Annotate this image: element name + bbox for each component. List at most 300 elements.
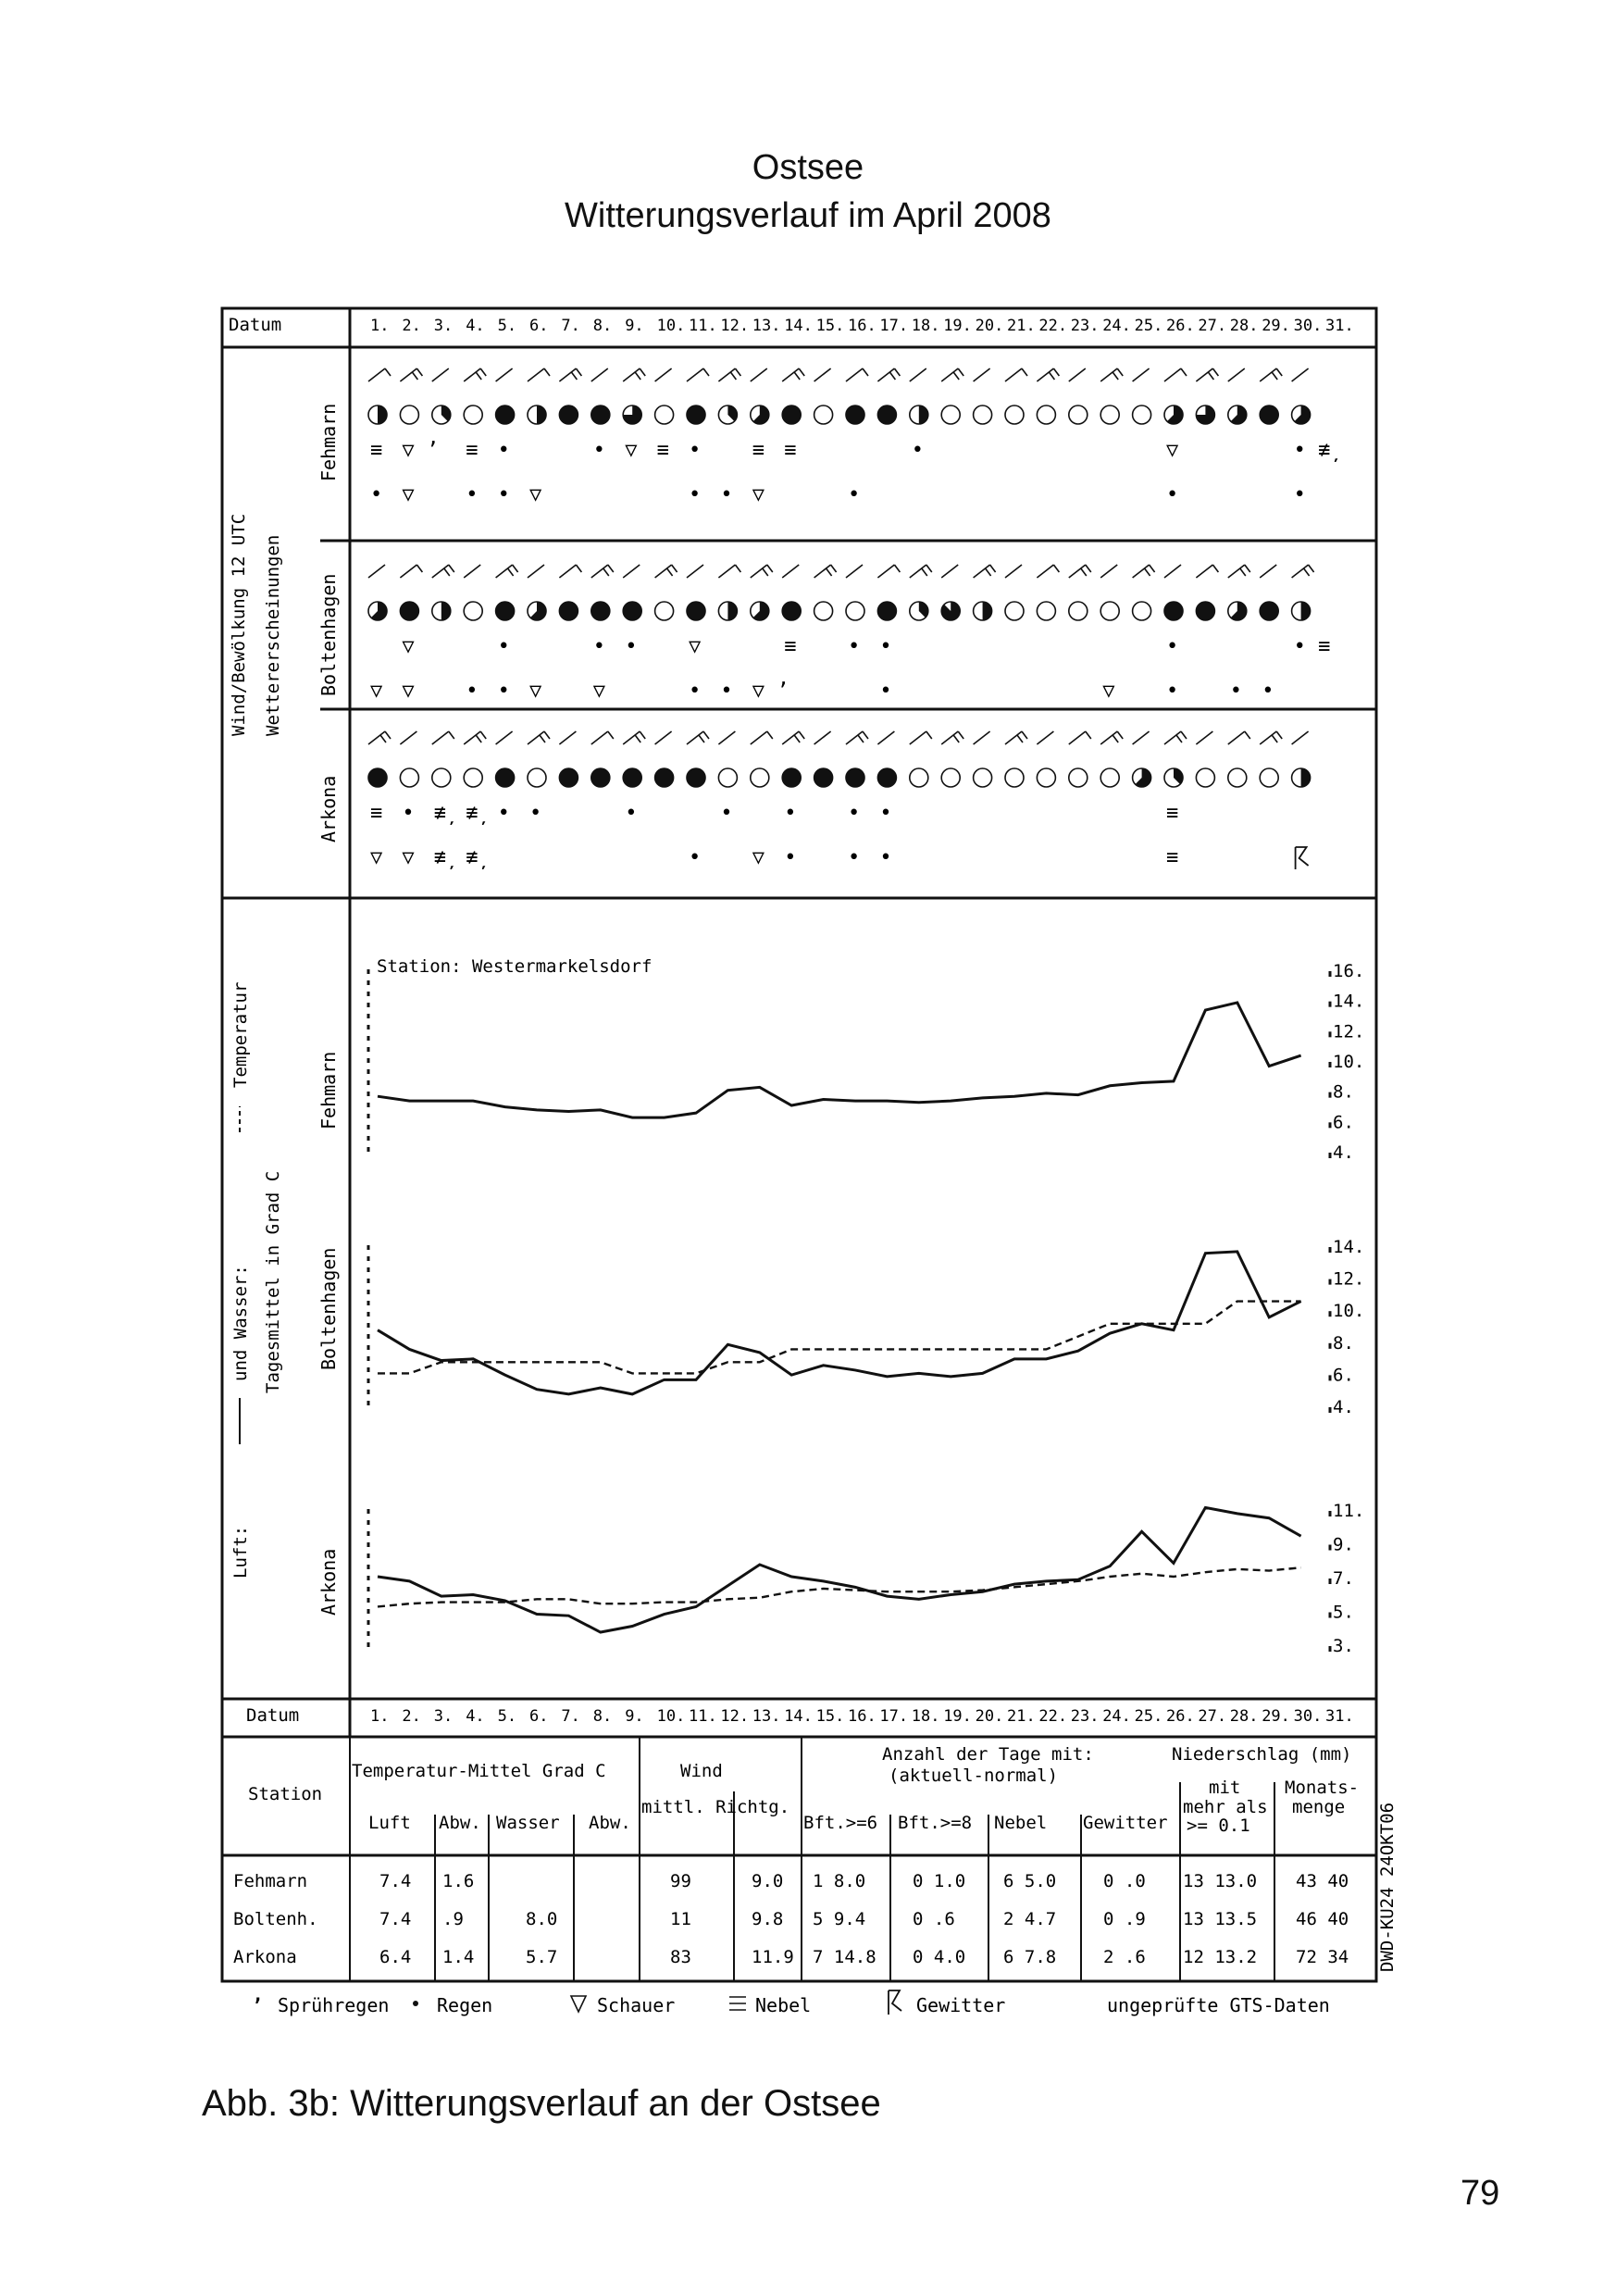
cloud-cover-icon: [941, 768, 960, 787]
date-label: 25.: [1134, 1707, 1163, 1726]
cloud-cover-icon: [1069, 602, 1088, 620]
date-label: 8.: [592, 1707, 613, 1726]
y-tick-label: 14.: [1333, 1237, 1365, 1257]
weather-symbol: •: [1166, 483, 1179, 506]
cloud-cover-icon: [1037, 602, 1055, 620]
figure-caption: Abb. 3b: Witterungsverlauf an der Ostsee: [202, 2083, 881, 2124]
wind-barb-icon: [687, 565, 703, 578]
cloud-cover-icon: [528, 602, 546, 620]
wind-barb-icon: [591, 565, 614, 578]
cloud-cover-icon: [1196, 602, 1214, 620]
date-label: 2.: [402, 317, 421, 335]
th-nieder-group: Niederschlag (mm): [1172, 1744, 1352, 1765]
date-label: 27.: [1198, 317, 1227, 335]
y-tick-label: 8.: [1333, 1332, 1354, 1354]
wind-barb-icon: [400, 368, 422, 381]
legend-schauer-icon: [571, 1996, 586, 2012]
date-label: 23.: [1070, 1707, 1100, 1726]
y-tick-label: 3.: [1333, 1636, 1354, 1656]
wind-barb-icon: [1133, 731, 1150, 744]
weather-symbol: •: [879, 802, 892, 825]
cloud-cover-icon: [846, 768, 864, 787]
wind-barb-icon: [655, 368, 672, 381]
series-boltenhagen-wasser: [378, 1302, 1301, 1374]
page-title: Ostsee: [752, 148, 864, 187]
table-cell: 1.4: [442, 1947, 475, 1967]
date-label: 15.: [815, 317, 845, 335]
table-cell: 6 5.0: [1003, 1871, 1057, 1891]
table-cell: 2 4.7: [1003, 1909, 1057, 1929]
date-label: 29.: [1262, 317, 1290, 335]
wind-barb-icon: [1196, 368, 1218, 381]
table-cell: .9: [442, 1909, 464, 1929]
weather-symbol: ≢̦: [466, 802, 479, 825]
wind-barb-icon: [974, 565, 996, 578]
wind-barb-icon: [655, 731, 672, 744]
weather-symbol: ≢̦: [466, 846, 479, 869]
wind-barb-icon: [1100, 565, 1117, 578]
date-label: 18.: [911, 317, 940, 335]
date-label: 8.: [592, 317, 613, 335]
date-label: 28.: [1229, 1707, 1259, 1726]
wind-barb-icon: [591, 731, 614, 744]
wind-barb-icon: [718, 368, 740, 381]
cloud-cover-icon: [941, 602, 960, 620]
wind-barb-icon: [368, 731, 391, 744]
weather-symbol: ▽: [370, 846, 383, 869]
cloud-cover-icon: [655, 406, 674, 424]
weather-symbol: •: [592, 635, 606, 658]
weather-symbol: ▽ ʼ: [402, 439, 440, 462]
date-label: 24.: [1102, 1707, 1131, 1726]
series-arkona-luft: [378, 1507, 1301, 1632]
weather-symbol: •: [879, 846, 892, 869]
cloud-cover-icon: [623, 406, 641, 424]
cloud-cover-icon: [464, 406, 482, 424]
date-row-bottom: [370, 1707, 1354, 1726]
wind-barb-icon: [1196, 565, 1218, 578]
cloud-cover-icon: [655, 602, 674, 620]
table-cell: 0 4.0: [913, 1947, 966, 1967]
weather-symbol: ▽: [529, 680, 542, 703]
date-label: 17.: [879, 317, 909, 335]
cloud-cover-icon: [910, 406, 928, 424]
weather-symbol: ≡: [656, 439, 669, 462]
table-cell: 46 40: [1296, 1909, 1349, 1929]
wind-barb-icon: [718, 731, 735, 744]
date-label: 13.: [752, 317, 781, 335]
date-row-top: [370, 317, 1354, 335]
wind-barb-icon: [1037, 731, 1053, 744]
station-label-fehmarn-top: Fehmarn: [317, 403, 340, 481]
date-label: 3.: [433, 317, 454, 335]
cloud-cover-icon: [751, 602, 769, 620]
cloud-cover-icon: [751, 768, 769, 787]
weather-symbol: •: [402, 802, 415, 825]
date-label: 5.: [497, 1707, 517, 1726]
table-cell: 7.4: [379, 1909, 412, 1929]
th-wasser: Wasser: [496, 1813, 560, 1833]
y-tick-label: 5.: [1333, 1602, 1354, 1623]
cloud-cover-icon: [1292, 768, 1311, 787]
weather-symbol: ≡: [784, 439, 797, 462]
wind-barb-icon: [368, 565, 385, 578]
cloud-cover-icon: [1133, 406, 1151, 424]
wind-barb-icon: [941, 731, 963, 744]
cloud-cover-icon: [1037, 768, 1055, 787]
wind-section-label: Wind/Bewölkung 12 UTC: [229, 513, 249, 736]
wind-barb-icon: [1260, 368, 1282, 381]
date-label: 1.: [370, 317, 390, 335]
th-nebel: Nebel: [994, 1813, 1048, 1833]
cloud-cover-icon: [1228, 406, 1247, 424]
wind-barb-icon: [432, 731, 454, 744]
weather-symbol: ≡: [784, 635, 797, 658]
wind-barb-icon: [782, 368, 804, 381]
table-cell: 43 40: [1296, 1871, 1349, 1891]
wind-barb-icon: [655, 565, 677, 578]
wind-barb-icon: [751, 368, 767, 381]
cloud-cover-icon: [814, 602, 833, 620]
date-label: 31.: [1325, 317, 1354, 335]
table-cell: 2 .6: [1103, 1947, 1146, 1967]
date-label: 11.: [689, 317, 717, 335]
date-label: 2.: [402, 1707, 421, 1726]
date-label: 9.: [625, 1707, 644, 1726]
wind-barb-icon: [751, 565, 773, 578]
wind-barb-icon: [1260, 565, 1276, 578]
th-abw2: Abw.: [589, 1813, 631, 1833]
date-label: 16.: [848, 317, 876, 335]
series-fehmarn-luft: [378, 1003, 1301, 1117]
cloud-cover-icon: [1100, 406, 1119, 424]
th-bft6: Bft.>=6: [803, 1813, 878, 1833]
date-label: 20.: [975, 1707, 1004, 1726]
y-tick-label: 10.: [1333, 1301, 1365, 1322]
legend-gewitter: Gewitter: [916, 1994, 1006, 2016]
cloud-cover-icon: [782, 602, 801, 620]
legend-nebel: Nebel: [755, 1994, 812, 2016]
cloud-cover-icon: [432, 406, 451, 424]
station-label-boltenhagen-chart: Boltenhagen: [317, 1247, 340, 1370]
y-tick-label: 14.: [1333, 991, 1365, 1012]
wind-barb-icon: [464, 368, 486, 381]
cloud-cover-icon: [368, 602, 387, 620]
y-tick-label: 6.: [1333, 1365, 1354, 1386]
cloud-cover-icon: [718, 406, 737, 424]
wind-barb-icon: [400, 565, 422, 578]
page-number: 79: [1461, 2174, 1500, 2213]
temp-label-mittel: Tagesmittel in Grad C: [263, 1170, 283, 1393]
y-tick-label: 11.: [1333, 1501, 1365, 1521]
cloud-cover-icon: [1005, 406, 1024, 424]
cloud-cover-icon: [591, 768, 610, 787]
weather-symbol: •: [784, 802, 797, 825]
table-cell: 0 1.0: [913, 1871, 966, 1891]
weather-symbol: •: [592, 439, 606, 462]
wind-barb-icon: [1292, 565, 1314, 578]
cloud-cover-icon: [623, 602, 641, 620]
wind-barb-icon: [623, 368, 645, 381]
wind-barb-icon: [877, 565, 900, 578]
wind-barb-icon: [432, 565, 454, 578]
station-caption: Station: Westermarkelsdorf: [377, 956, 653, 977]
wind-barb-icon: [623, 731, 645, 744]
wind-barb-icon: [814, 731, 831, 744]
cloud-cover-icon: [400, 406, 418, 424]
wind-barb-icon: [400, 731, 416, 744]
weather-symbol: •: [879, 635, 892, 658]
date-label: 1.: [370, 1707, 390, 1726]
th-menge: menge: [1292, 1797, 1346, 1817]
wind-barb-icon: [1260, 731, 1282, 744]
table-cell: 11: [670, 1909, 691, 1929]
cloud-cover-icon: [974, 406, 992, 424]
cloud-cover-icon: [1133, 602, 1151, 620]
wind-barb-icon: [910, 368, 926, 381]
date-label: 21.: [1007, 1707, 1036, 1726]
cloud-cover-icon: [941, 406, 960, 424]
weather-symbol: •: [1166, 680, 1179, 703]
date-label: 10.: [656, 317, 686, 335]
cloud-cover-icon: [1100, 602, 1119, 620]
wind-barb-icon: [910, 565, 932, 578]
weather-symbol: • ≢̦: [1293, 439, 1331, 462]
table-cell: 6 7.8: [1003, 1947, 1057, 1967]
date-label: 29.: [1262, 1707, 1290, 1726]
cloud-cover-icon: [687, 768, 705, 787]
wind-cloud-rows: [368, 368, 1337, 869]
th-station: Station: [248, 1784, 323, 1804]
wind-barb-icon: [1228, 368, 1245, 381]
wind-barb-icon: [1005, 731, 1027, 744]
cloud-cover-icon: [782, 768, 801, 787]
wind-barb-icon: [1069, 368, 1086, 381]
table-cell: 5 9.4: [813, 1909, 866, 1929]
cloud-cover-icon: [718, 602, 737, 620]
cloud-cover-icon: [623, 768, 641, 787]
wind-barb-icon: [687, 368, 709, 381]
weather-symbol: •: [720, 483, 733, 506]
cloud-cover-icon: [368, 406, 387, 424]
table-cell: Boltenh.: [233, 1909, 318, 1929]
y-tick-label: 4.: [1333, 1142, 1354, 1163]
wind-barb-icon: [974, 731, 990, 744]
temp-label-temperatur: Temperatur: [230, 981, 251, 1088]
date-label: 11.: [689, 1707, 717, 1726]
table-cell: 11.9: [752, 1947, 794, 1967]
cloud-cover-icon: [687, 406, 705, 424]
table-cell: 13 13.0: [1183, 1871, 1258, 1891]
th-wind: Wind: [680, 1761, 723, 1781]
cloud-cover-icon: [910, 602, 928, 620]
wind-barb-icon: [496, 368, 513, 381]
weather-symbol: • ≡: [1293, 635, 1331, 658]
date-label: 18.: [911, 1707, 940, 1726]
legend-gewitter-icon: [889, 1990, 901, 2015]
y-tick-label: 4.: [1333, 1397, 1354, 1417]
weather-symbol: •: [689, 439, 702, 462]
wind-barb-icon: [464, 731, 486, 744]
th-mit: mit: [1209, 1778, 1241, 1798]
date-label: 9.: [625, 317, 644, 335]
weather-symbol: ▽: [752, 483, 765, 506]
weather-symbol: ≡: [1166, 802, 1179, 825]
table-cell: 99: [670, 1871, 691, 1891]
weather-symbol: ≡: [752, 439, 765, 462]
cloud-cover-icon: [1069, 406, 1088, 424]
wind-barb-icon: [528, 731, 550, 744]
wind-barb-icon: [591, 368, 608, 381]
wind-barb-icon: [1164, 368, 1187, 381]
cloud-cover-icon: [1260, 768, 1278, 787]
weather-symbol: •: [1229, 680, 1243, 703]
cloud-cover-icon: [559, 602, 578, 620]
weather-symbol: •: [689, 680, 702, 703]
cloud-cover-icon: [1228, 602, 1247, 620]
cloud-cover-icon: [974, 768, 992, 787]
weather-symbol: ≡: [1166, 846, 1179, 869]
gewitter-icon: [1296, 847, 1309, 869]
y-tick-label: 6.: [1333, 1112, 1354, 1133]
date-label: 19.: [943, 1707, 972, 1726]
cloud-cover-icon: [591, 406, 610, 424]
weather-symbol: ≢̦: [433, 846, 447, 869]
table-cell: 1 8.0: [813, 1871, 866, 1891]
th-days-group: Anzahl der Tage mit:: [882, 1744, 1094, 1765]
date-label: 17.: [879, 1707, 909, 1726]
table-cell: 5.7: [526, 1947, 558, 1967]
cloud-cover-icon: [559, 768, 578, 787]
date-label: 26.: [1166, 1707, 1195, 1726]
cloud-cover-icon: [1133, 768, 1151, 787]
cloud-cover-icon: [368, 768, 387, 787]
wind-barb-icon: [559, 565, 581, 578]
weather-symbol: •: [625, 802, 638, 825]
summary-table-headers: [248, 1744, 1359, 1836]
date-label: 4.: [466, 1707, 485, 1726]
weather-symbol: ▽: [1166, 439, 1179, 462]
table-cell: 83: [670, 1947, 691, 1967]
cloud-cover-icon: [1100, 768, 1119, 787]
weather-symbol: •: [497, 635, 510, 658]
wind-barb-icon: [1164, 731, 1187, 744]
y-tick-label: 7.: [1333, 1568, 1354, 1589]
weather-symbol: •: [848, 635, 861, 658]
cloud-cover-icon: [464, 768, 482, 787]
cloud-cover-icon: [846, 406, 864, 424]
wind-barb-icon: [496, 731, 513, 744]
weather-symbol: •: [689, 483, 702, 506]
series-arkona-wasser: [378, 1567, 1301, 1606]
cloud-cover-icon: [782, 406, 801, 424]
weather-symbol: ≡: [370, 802, 383, 825]
weather-symbol: •: [625, 635, 638, 658]
legend-schauer: Schauer: [597, 1994, 676, 2016]
weather-symbol: ▽: [625, 439, 638, 462]
cloud-cover-icon: [1292, 406, 1311, 424]
cloud-cover-icon: [655, 768, 674, 787]
wind-barb-icon: [718, 565, 740, 578]
wind-barb-icon: [528, 565, 544, 578]
legend-spruehregen: Sprühregen: [278, 1994, 390, 2016]
date-label: 3.: [433, 1707, 454, 1726]
wind-barb-icon: [1069, 565, 1091, 578]
date-label: 25.: [1134, 317, 1163, 335]
date-label: 27.: [1198, 1707, 1227, 1726]
wind-barb-icon: [846, 731, 868, 744]
date-label: 16.: [848, 1707, 876, 1726]
date-label: 22.: [1038, 1707, 1068, 1726]
weather-symbol: •: [1262, 680, 1274, 703]
cloud-cover-icon: [496, 602, 515, 620]
cloud-cover-icon: [432, 768, 451, 787]
weather-symbol: ▽: [402, 635, 415, 658]
wind-barb-icon: [814, 565, 837, 578]
th-luft: Luft: [368, 1813, 411, 1833]
y-tick-label: 9.: [1333, 1534, 1354, 1555]
weather-symbol: •: [529, 802, 542, 825]
legend-regen-icon: [413, 2001, 418, 2006]
weather-symbol: •: [466, 483, 479, 506]
wind-barb-icon: [687, 731, 709, 744]
cloud-cover-icon: [1228, 768, 1247, 787]
cloud-cover-icon: [1005, 768, 1024, 787]
cloud-cover-icon: [528, 768, 546, 787]
wind-barb-icon: [1100, 731, 1123, 744]
station-label-fehmarn-chart: Fehmarn: [317, 1051, 340, 1129]
weather-symbol: ▽: [1102, 680, 1115, 703]
wind-barb-icon: [368, 368, 391, 381]
wind-barb-icon: [1164, 565, 1181, 578]
cloud-cover-icon: [751, 406, 769, 424]
date-label: 6.: [529, 317, 549, 335]
cloud-cover-icon: [1005, 602, 1024, 620]
table-cell: Arkona: [233, 1947, 297, 1967]
th-richtg: mittl. Richtg.: [641, 1797, 790, 1817]
wind-barb-icon: [814, 368, 831, 381]
cloud-cover-icon: [687, 602, 705, 620]
chart-frame: [222, 308, 1376, 1981]
wind-barb-icon: [910, 731, 932, 744]
date-label: 20.: [975, 317, 1004, 335]
weather-symbol: •: [848, 802, 861, 825]
wind-barb-icon: [464, 565, 480, 578]
weather-symbol: •: [1293, 483, 1306, 506]
cloud-cover-icon: [400, 768, 418, 787]
date-label: 4.: [466, 317, 485, 335]
wind-barb-icon: [1069, 731, 1091, 744]
wind-barb-icon: [1133, 368, 1150, 381]
table-cell: 72 34: [1296, 1947, 1349, 1967]
date-label: 5.: [497, 317, 517, 335]
cloud-cover-icon: [1164, 768, 1183, 787]
weather-symbol: ▽ ʼ: [752, 680, 789, 703]
weather-symbol: •: [497, 483, 510, 506]
wind-barb-icon: [1228, 565, 1250, 578]
table-cell: Fehmarn: [233, 1871, 308, 1891]
th-temp-group: Temperatur-Mittel Grad C: [352, 1761, 606, 1781]
date-label: 6.: [529, 1707, 549, 1726]
weather-symbol: ▽: [402, 846, 415, 869]
weather-symbol: •: [466, 680, 479, 703]
wind-barb-icon: [1133, 565, 1155, 578]
cloud-cover-icon: [974, 602, 992, 620]
temp-label-luft: Luft:: [230, 1525, 251, 1578]
weather-symbol: •: [848, 846, 861, 869]
table-cell: 13 13.5: [1183, 1909, 1258, 1929]
cloud-cover-icon: [1196, 768, 1214, 787]
